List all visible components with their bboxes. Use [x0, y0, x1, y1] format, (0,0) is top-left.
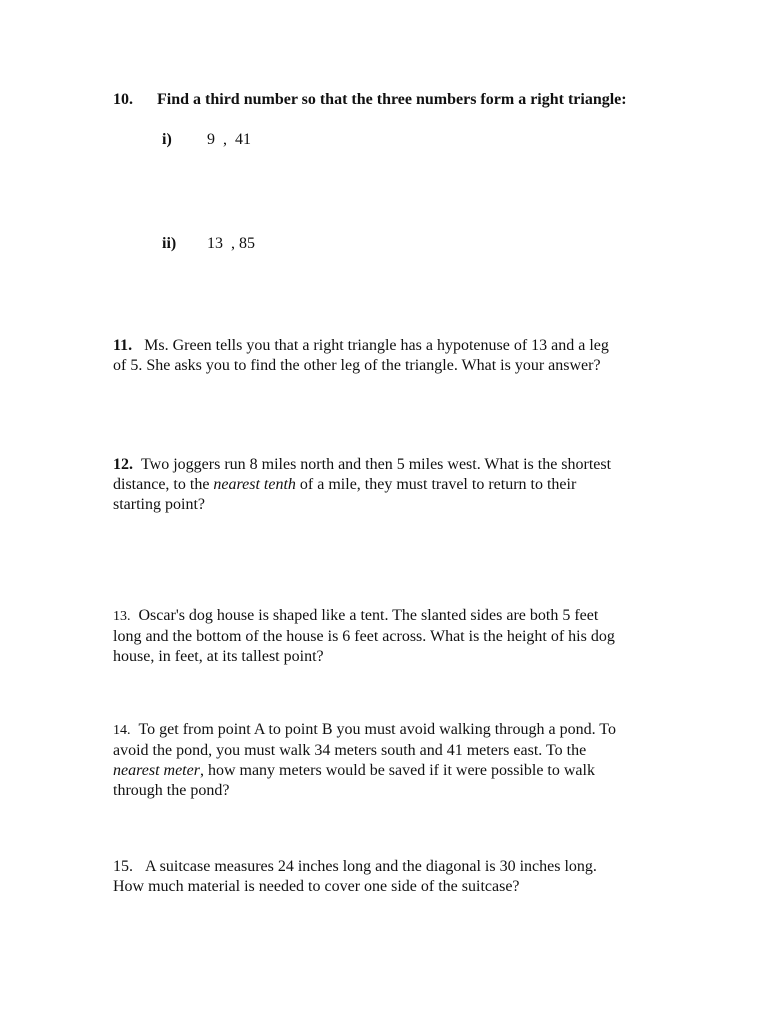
question-12 — [113, 455, 673, 515]
question-10-part-i-values: 9 , 41 — [207, 131, 251, 148]
question-11-number: 11. — [113, 337, 133, 354]
question-12-number: 12. — [113, 456, 133, 473]
question-10-part-i-label: i) — [162, 131, 172, 148]
question-15-line-2: How much material is needed to cover one side of the suitcase? — [113, 878, 520, 895]
question-12-line-3: starting point? — [113, 496, 205, 513]
question-14-text-3: , how many meters would be saved if it were possible to walk — [199, 762, 595, 779]
question-10-number: 10. — [113, 91, 133, 108]
question-13-line-2: long and the bottom of the house is 6 feet across. What is the height of his dog — [113, 628, 615, 645]
question-12-line-1 — [113, 455, 673, 475]
question-13-line-1 — [113, 606, 673, 627]
question-14-line-2: avoid the pond, you must walk 34 meters south and 41 meters east. To the — [113, 742, 587, 759]
question-14-number: 14. — [113, 723, 131, 738]
question-14 — [113, 720, 673, 801]
question-10-part-ii-label: ii) — [162, 235, 177, 252]
question-10-part-ii-values: 13 , 85 — [207, 235, 255, 252]
question-13-number: 13. — [113, 609, 131, 624]
question-12-line-2 — [113, 475, 673, 495]
question-14-line-4: through the pond? — [113, 782, 230, 799]
question-11-line-1 — [113, 336, 673, 356]
question-13-line-3: house, in feet, at its tallest point? — [113, 648, 324, 665]
question-15 — [113, 857, 673, 897]
question-14-emphasis: nearest meter — [113, 762, 200, 779]
question-11-line-2: of 5. She asks you to find the other leg of the triangle. What is your answer? — [113, 357, 601, 374]
question-10-prompt: Find a third number so that the three numbers form a right triangle: — [157, 91, 627, 108]
question-15-text-1: A suitcase measures 24 inches long and the diagonal is 30 inches long. — [145, 858, 597, 875]
question-14-text-1: To get from point A to point B you must avoid walking through a pond. To — [138, 721, 616, 738]
question-12-text-1: Two joggers run 8 miles north and then 5 miles west. What is the shortest — [141, 456, 612, 473]
question-14-line-1 — [113, 720, 673, 741]
question-14-line-3 — [113, 761, 673, 781]
question-11 — [113, 336, 673, 376]
question-13-text-1: Oscar's dog house is shaped like a tent. The slanted sides are both 5 feet — [138, 607, 599, 624]
question-15-number: 15. — [113, 858, 133, 875]
question-12-text-2b: of a mile, they must travel to return to their — [295, 476, 577, 493]
question-12-text-2a: distance, to the — [113, 476, 214, 493]
question-11-text-1: Ms. Green tells you that a right triangle has a hypotenuse of 13 and a leg — [144, 337, 609, 354]
question-15-line-1 — [113, 857, 673, 877]
question-13 — [113, 606, 673, 667]
question-12-emphasis: nearest tenth — [213, 476, 296, 493]
